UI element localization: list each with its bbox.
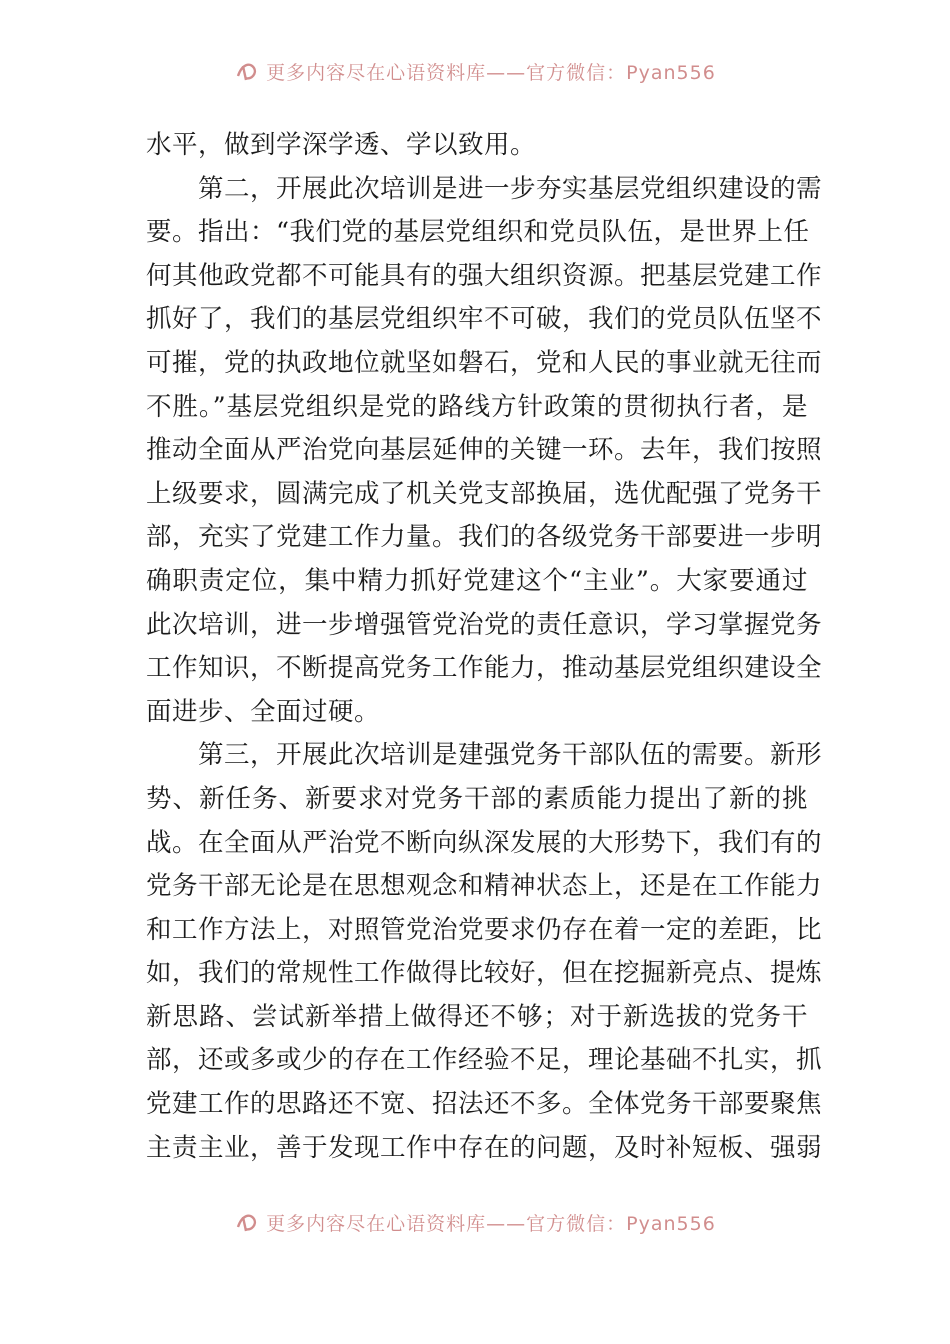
text-line: 要。指出：“我们党的基层党组织和党员队伍，是世界上任 [146,217,810,248]
text-line: 和工作方法上，对照管党治党要求仍存在着一定的差距，比 [146,914,823,945]
text-line: 不胜。”基层党组织是党的路线方针政策的贯彻执行者，是 [146,391,808,422]
text-line: 可摧，党的执政地位就坚如磐石，党和人民的事业就无往而 [146,347,823,378]
text-line: 抓好了，我们的基层党组织牢不可破，我们的党员队伍坚不 [146,304,823,335]
watermark-text: 更多内容尽在心语资料库——官方微信：Pyan556 [266,61,716,84]
header-watermark [0,56,950,86]
text-line: 势、新任务、新要求对党务干部的素质能力提出了新的挑 [146,783,808,814]
footer-watermark [0,1207,950,1237]
text-line: 面进步、全面过硬。 [146,696,381,727]
text-line: 推动全面从严治党向基层延伸的关键一环。去年，我们按照 [146,435,823,466]
text-line: 第三，开展此次培训是建强党务干部队伍的需要。新形 [198,740,823,771]
text-line: 战。在全面从严治党不断向纵深发展的大形势下，我们有的 [146,827,823,858]
text-line: 党务干部无论是在思想观念和精神状态上，还是在工作能力 [146,871,823,902]
text-line: 部，充实了党建工作力量。我们的各级党务干部要进一步明 [146,522,823,553]
text-line: 新思路、尝试新举措上做得还不够；对于新选拔的党务干 [146,1001,808,1032]
logo-icon [234,58,260,84]
text-line: 确职责定位，集中精力抓好党建这个“主业”。大家要通过 [146,565,808,596]
text-line: 如，我们的常规性工作做得比较好，但在挖掘新亮点、提炼 [146,958,823,989]
text-line: 此次培训，进一步增强管党治党的责任意识，学习掌握党务 [146,609,823,640]
document-body [146,124,823,1170]
text-line: 何其他政党都不可能具有的强大组织资源。把基层党建工作 [146,260,823,291]
text-line: 主责主业，善于发现工作中存在的问题，及时补短板、强弱 [146,1132,823,1163]
logo-icon [234,1209,260,1235]
watermark-text: 更多内容尽在心语资料库——官方微信：Pyan556 [266,1212,716,1235]
text-line: 部，还或多或少的存在工作经验不足，理论基础不扎实，抓 [146,1045,823,1076]
text-line: 上级要求，圆满完成了机关党支部换届，选优配强了党务干 [146,478,823,509]
text-line: 水平，做到学深学透、学以致用。 [146,130,537,160]
text-line: 党建工作的思路还不宽、招法还不多。全体党务干部要聚焦 [146,1089,823,1120]
text-line: 工作知识，不断提高党务工作能力，推动基层党组织建设全 [146,653,823,684]
text-line: 第二，开展此次培训是进一步夯实基层党组织建设的需 [198,173,823,204]
